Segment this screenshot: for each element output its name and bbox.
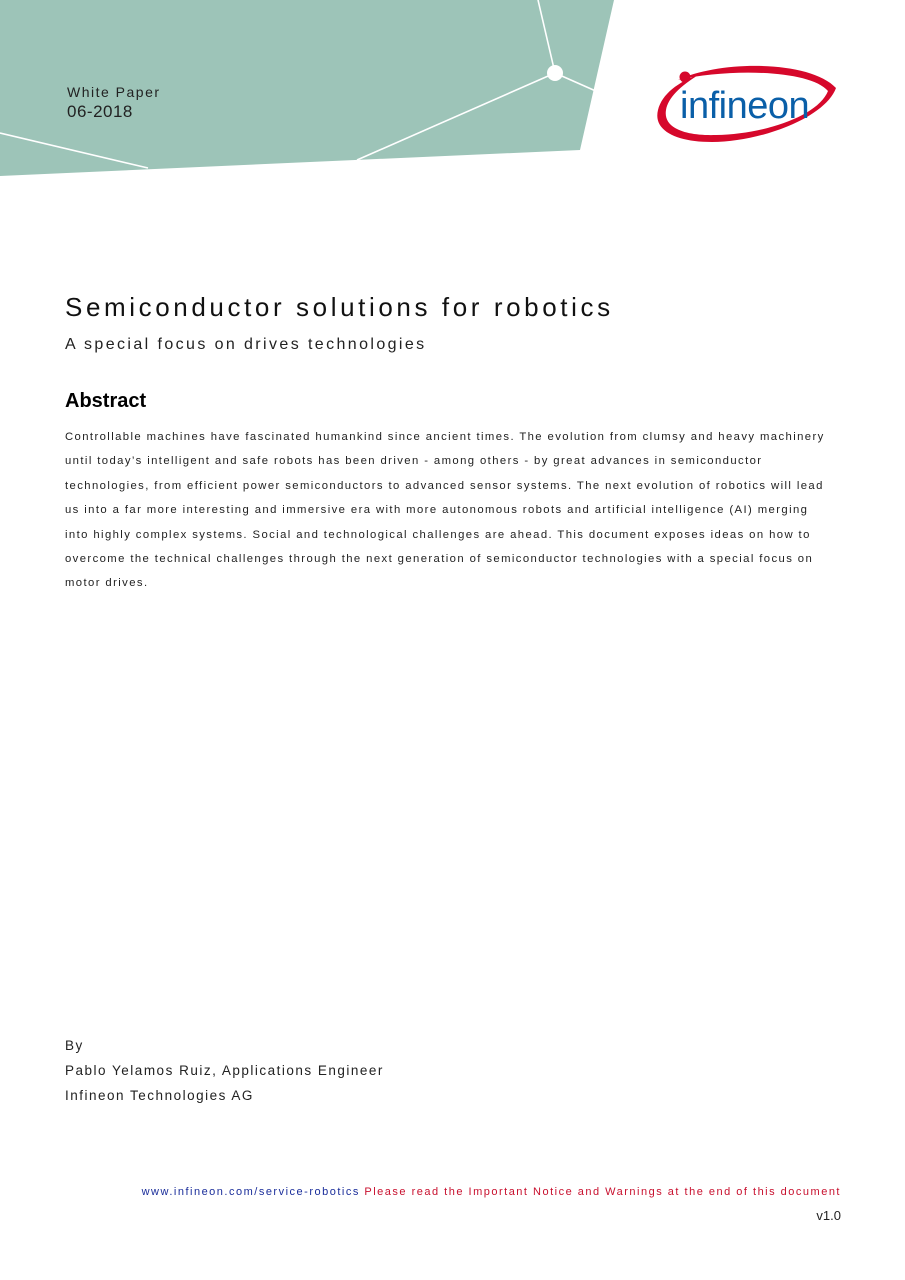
page-subtitle: A special focus on drives technologies xyxy=(65,336,427,353)
page-title: Semiconductor solutions for robotics xyxy=(65,292,614,322)
byline-label: By xyxy=(65,1038,84,1053)
abstract-heading: Abstract xyxy=(65,390,147,412)
abstract-body: Controllable machines have fascinated humankind since ancient times. The evolution from clumsy and heavy machinery until today’s intelligent and safe robots has been driven - among others - by great advances in semiconductor technologies, from efficient power semiconductors to advanced sensor systems. The next evolution of robotics will lead us into a far more interesting and immersive era with more autonomous robots and artificial intelligence (AI) merging into highly complex systems. Social and technological challenges are ahead. This document exposes ideas on how to overcome the technical challenges through the next generation of semiconductor technologies with a special focus on motor drives. xyxy=(65,431,825,590)
byline xyxy=(65,1033,384,1108)
footer-url-link[interactable]: www.infineon.com/service-robotics xyxy=(141,1186,360,1198)
document-date: 06-2018 xyxy=(67,102,133,121)
author-company: Infineon Technologies AG xyxy=(65,1088,254,1103)
logo-wordmark: infineon xyxy=(680,85,810,127)
infineon-logo xyxy=(650,58,840,148)
footer-notice: Please read the Important Notice and Warnings at the end of this document xyxy=(364,1186,841,1198)
footer xyxy=(142,1186,841,1198)
document-version: v1.0 xyxy=(816,1208,841,1223)
document-type: White Paper xyxy=(67,84,161,100)
author-name: Pablo Yelamos Ruiz, Applications Engineer xyxy=(65,1063,384,1078)
document-meta xyxy=(67,82,161,122)
